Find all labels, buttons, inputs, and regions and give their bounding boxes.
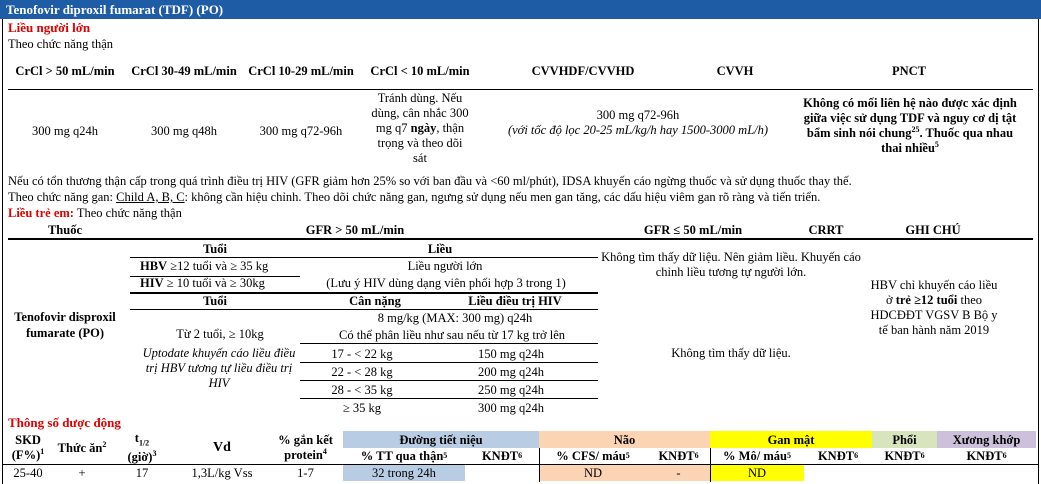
age-dose-divider [130,257,598,258]
weight-row [300,381,598,399]
pnct-sup-2: 5 [934,139,939,149]
pnct-text [796,96,1024,156]
col-crcl-30-49: CrCl 30-49 mL/min [131,64,237,78]
uptodate-note: Uptodate khuyến cáo liều điều trị HBV tương tự liều điều trị HIV [142,346,296,390]
pk-val-cfs: ND [539,465,647,481]
adult-note-2-prefix: Theo chức năng gan: [8,190,117,204]
pnct-line-2: Thuốc qua nhau thai nhiều [881,126,1014,155]
age-2y: Từ 2 tuổi, ≥ 10kg [176,327,264,341]
pk-food [56,432,108,464]
adult-note-1: Nếu có tổn thương thận cấp trong quá trình điều trị HIV (GFR giảm hơn 25% so với ban đầu và <60 ml/phút), IDSA khuyến cáo ngừng thuốc và sử dụng thuốc thay thế. [8,174,852,188]
hiv-dose-label: Liều điều trị HIV [468,293,562,308]
col-gfr-le50: GFR ≤ 50 mL/min [643,223,743,237]
col-crcl-10-29: CrCl 10-29 mL/min [248,64,354,78]
pk-lung: Phổi [892,432,917,447]
adult-dose-text: Liều người lớn [407,259,483,273]
col-note: GHI CHÚ [905,223,961,237]
adult-note-2 [8,190,1033,205]
dose-cell: 200 mg q24h [478,364,544,379]
weight-cell: 28 - < 35 kg [331,382,393,397]
pk-sub-mo-text: % Mô/ máu [723,449,787,463]
pk-sub-tt-text: % TT qua thận [360,449,444,463]
pk-sub-tt-knd: KNĐT 6 [481,449,523,463]
dose-crcl-gt50: 300 mg q24h [32,124,98,138]
hiv-criteria [140,276,300,291]
hbv-rest: ≥12 tuổi và ≥ 35 kg [167,259,269,273]
child-drug-name: Tenofovir disproxil fumarate (PO) [14,310,116,340]
pk-val-food: + [78,466,86,480]
frame-left-border [2,19,3,484]
pk-skd-sup: 1 [40,446,45,456]
pk-thalf [112,432,172,464]
dose-crcl-10-29: 300 mg q72-96h [259,124,343,138]
child-subheading: Theo chức năng thận [73,206,182,220]
pk-thalf-sub: 1/2 [138,438,150,448]
dose-cell: 150 mg q24h [478,346,544,361]
pk-knd-text: KNĐT [966,449,1003,463]
pk-food-text: Thức ăn [57,440,103,455]
pk-protein-sup: 4 [322,446,327,456]
weight-row [300,363,598,381]
child-note-a: HBV chỉ khuyến cáo liều ở [870,278,998,307]
adult-heading: Liều người lớn [8,20,91,35]
child-note [866,278,1002,338]
pk-val-vd: 1,3L/kg Vss [191,466,253,480]
dose-crcl-lt10 [370,91,470,166]
col-crcl-lt10: CrCl < 10 mL/min [370,64,470,78]
pk-val-thalf: 17 [135,466,149,480]
pk-val-tt: 32 trong 24h [343,465,465,481]
pk-sub-cfs: % CFS/ máu 5 [556,449,630,463]
pk-sub-bone-knd: KNĐT 6 [966,449,1007,463]
dose-cell: 300 mg q24h [478,401,544,415]
pk-knd-text: KNĐT [817,449,855,463]
pk-val-brain-knd: - [647,465,710,481]
hiv-rest: ≥ 10 tuổi và ≥ 30kg [163,276,265,290]
hbv-criteria [140,259,300,274]
hiv-prefix: HIV [140,276,164,290]
pk-knd-text: KNĐT [884,449,921,463]
col-drug: Thuốc [47,223,83,237]
child-heading-row [8,206,182,221]
pk-protein [268,432,343,464]
pnct-line-1-end: . [919,126,923,140]
col-pnct: PNCT [891,64,927,78]
pk-protein-text: % gắn kết protein [278,433,333,462]
no-data-crrt: Không tìm thấy dữ liệu. [671,346,791,360]
pk-thalf-t: t [134,430,139,445]
weight-header-divider [130,309,598,310]
child-heading: Liều trẻ em: [8,206,74,220]
pk-sub-cfs-text: % CFS/ máu [556,449,626,463]
pk-val-mo: ND [710,465,804,481]
child-note-b: trẻ ≥12 tuổi [895,293,958,307]
hbv-prefix: HBV [140,259,168,273]
dose-cell: 250 mg q24h [478,382,544,397]
may-adjust: Có thể phân liều như sau nếu từ 17 kg trở lên [338,328,566,342]
pk-val-protein: 1-7 [297,466,314,480]
pk-sub-tt: % TT qua thận 5 [360,449,448,463]
dose-label: Liều [427,241,453,256]
adult-subheading: Theo chức năng thận [8,37,113,51]
col-cvvh: CVVH [716,64,754,78]
adult-note-2-rest: : không cần hiệu chỉnh. Theo dõi chức năng gan, ngưng sử dụng nếu men gan tăng, các dấu hiệu viêm gan rõ ràng và tiến triển. [184,190,821,204]
adult-dose-note: (Lưu ý HIV dùng dạng viên phối hợp 3 trong 1) [326,276,566,290]
pk-vline [710,448,711,482]
child-header-divider [8,238,1033,240]
max-dose: 8 mg/kg (MAX: 300 mg) q24h [377,311,533,325]
pk-urinary: Đường tiết niệu [399,432,483,447]
weight-cell: 22 - < 28 kg [331,364,393,379]
weight-label: Cân nặng [349,293,401,308]
pk-sub-lung-knd: KNĐT 6 [884,449,925,463]
pk-knd-text: KNĐT [481,449,519,463]
pk-skd-text: SKD (F%) [11,433,41,462]
dose-cvvh-value: 300 mg q72-96h [596,108,680,122]
weight-cell: 17 - < 22 kg [331,346,393,361]
pk-sub-cfs-knd: KNĐT 6 [658,449,699,463]
weight-row [300,345,598,363]
pnct-sup-1: 25 [911,124,920,134]
pk-sub-mo: % Mô/ máu 5 [723,449,791,463]
child-pugh-link: Child A, B, C [116,190,185,204]
pk-food-sup: 2 [102,439,107,449]
pk-bile: Gan mật [767,432,815,447]
dose-cvvh [500,108,776,138]
dose-cvvh-note: (với tốc độ lọc 20-25 mL/kg/h hay 1500-3000 mL/h) [507,123,769,137]
weight-cell: ≥ 35 kg [342,401,382,415]
pnct-line-1: Không có mối liên hệ nào được xác định giữa việc sử dụng TDF và nguy cơ dị tật bẩm sinh nói chung [803,96,1017,140]
pk-thalf-sup: 3 [152,449,157,459]
dose-crcl-lt10-text: Tránh dùng. Nếu dùng, cân nhắc 300 mg q7 [371,91,469,135]
child-note-c: theo HDCĐĐT VGSV B Bộ y tế ban hành năm 2019 [870,293,998,337]
pk-val-skd: 25-40 [13,466,43,480]
age-label: Tuổi [203,241,227,256]
dose-crcl-lt10-bold: ngày [410,121,437,135]
age-label-2: Tuổi [203,293,227,308]
page-title: Tenofovir diproxil fumarat (TDF) (PO) [0,0,1041,19]
pk-knd-text: KNĐT [658,449,695,463]
pk-sub-mo-knd: KNĐT 6 [817,449,859,463]
weight-dose-table [300,345,598,417]
pk-vline [539,448,540,482]
frame-right-border [1038,19,1039,484]
pk-bone: Xương khớp [952,432,1021,447]
dose-crcl-30-49: 300 mg q48h [151,124,217,138]
col-cvvhdf: CVVHDF/CVVHD [531,64,635,78]
col-crcl-gt50: CrCl > 50 mL/min [15,64,115,78]
pk-heading: Thông số dược động [8,415,121,430]
pk-vd: Vd [213,440,231,455]
weight-row [300,399,598,417]
dose-crcl-lt10-rest: , thận trọng và theo dõi sát [377,121,465,165]
col-gfr-gt50: GFR > 50 mL/min [305,223,405,237]
pk-skd [4,432,52,464]
weight-table-divider [300,343,598,344]
no-data-gfr-le50: Không tìm thấy dữ liệu. Nên giảm liều. Khuyến cáo chỉnh liều tương tự người lớn. [601,250,861,279]
pk-brain: Não [613,432,636,447]
col-crrt: CRRT [808,223,844,237]
pk-thalf-unit: (giờ) [127,450,153,465]
